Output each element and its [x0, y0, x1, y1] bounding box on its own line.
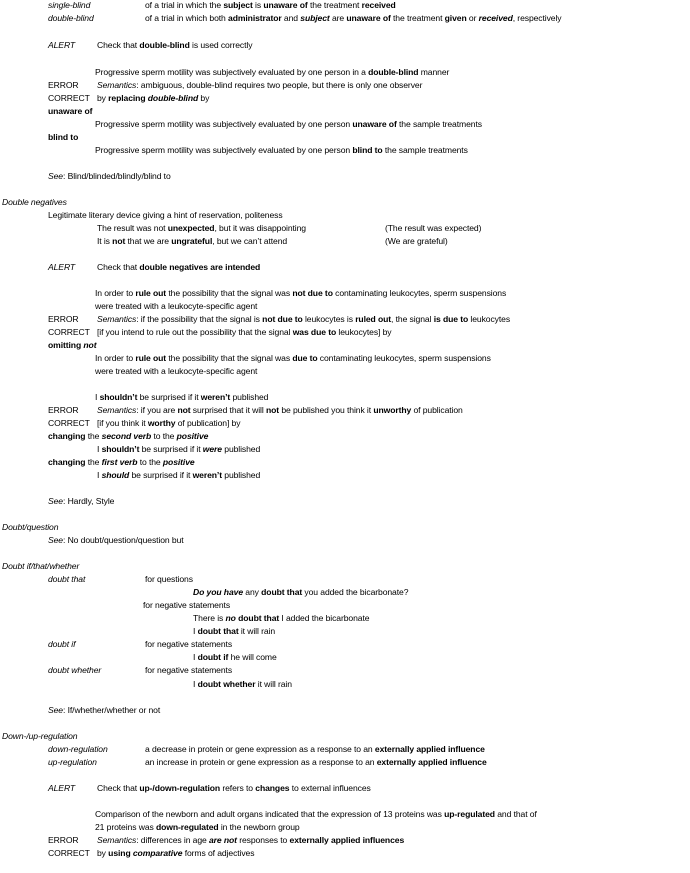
text-line: Comparison of the newborn and adult organs indicated that the expression of 13 proteins was up-regulated and that of: [95, 809, 537, 819]
text-line: by replacing double-blind by: [97, 93, 210, 103]
text-line: down-regulation: [48, 744, 108, 754]
text-line: Check that double negatives are intended: [97, 262, 261, 272]
text-line: Double negatives: [2, 197, 67, 207]
text-line: I shouldn’t be surprised if it weren’t published: [95, 392, 269, 402]
text-line: for negative statements: [145, 639, 233, 649]
text-line: doubt that: [48, 574, 86, 584]
text-line: for questions: [145, 574, 193, 584]
text-line: blind to: [48, 132, 79, 142]
text-line: I shouldn’t be surprised if it were published: [97, 444, 261, 454]
text-line: It is not that we are ungrateful, but we can’t attend: [97, 236, 288, 246]
text-line: were treated with a leukocyte-specific agent: [95, 301, 258, 311]
text-line: (We are grateful): [385, 236, 448, 246]
text-line: I doubt whether it will rain: [193, 679, 292, 689]
text-line: Semantics: if the possibility that the signal is not due to leukocytes is ruled out, the signal is due to leukocytes: [97, 314, 511, 324]
text-line: I should be surprised if it weren’t published: [97, 470, 261, 480]
text-line: Semantics: if you are not surprised that it will not be published you think it unworthy of publication: [97, 405, 463, 415]
text-line: CORRECT: [48, 327, 90, 337]
text-line: Progressive sperm motility was subjectively evaluated by one person unaware of the sample treatments: [95, 119, 482, 129]
text-line: I doubt that it will rain: [193, 626, 276, 636]
text-line: 21 proteins was down-regulated in the newborn group: [95, 822, 300, 832]
text-line: for negative statements: [145, 665, 233, 675]
text-line: changing the second verb to the positive: [48, 431, 209, 441]
text-line: In order to rule out the possibility that the signal was due to contaminating leukocytes, sperm suspensions: [95, 353, 491, 363]
text-line: single-blind: [48, 0, 91, 10]
text-line: ERROR: [48, 80, 79, 90]
text-line: an increase in protein or gene expression as a response to an externally applied influence: [145, 757, 487, 767]
text-line: Down-/up-regulation: [2, 731, 78, 741]
text-line: ERROR: [48, 405, 79, 415]
text-line: See: Blind/blinded/blindly/blind to: [48, 171, 171, 181]
text-line: omitting not: [48, 340, 97, 350]
text-line: [if you think it worthy of publication] by: [97, 418, 241, 428]
text-line: double-blind: [48, 13, 94, 23]
text-line: Progressive sperm motility was subjectively evaluated by one person in a double-blind manner: [95, 67, 450, 77]
text-line: ALERT: [48, 783, 76, 793]
text-line: CORRECT: [48, 418, 90, 428]
text-line: See: No doubt/question/question but: [48, 535, 184, 545]
text-line: Semantics: ambiguous, double-blind requires two people, but there is only one observer: [97, 80, 423, 90]
text-line: There is no doubt that I added the bicarbonate: [193, 613, 370, 623]
text-line: by using comparative forms of adjectives: [97, 848, 255, 858]
text-line: doubt if: [48, 639, 76, 649]
text-line: of a trial in which the subject is unaware of the treatment received: [145, 0, 396, 10]
text-line: Check that up-/down-regulation refers to changes to external influences: [97, 783, 371, 793]
text-line: In order to rule out the possibility that the signal was not due to contaminating leukocytes, sperm suspensions: [95, 288, 507, 298]
text-line: ERROR: [48, 835, 79, 845]
text-line: [if you intend to rule out the possibility that the signal was due to leukocytes] by: [97, 327, 392, 337]
text-line: CORRECT: [48, 848, 90, 858]
text-line: ERROR: [48, 314, 79, 324]
text-line: Semantics: differences in age are not responses to externally applied influences: [97, 835, 405, 845]
text-line: See: If/whether/whether or not: [48, 705, 161, 715]
text-line: a decrease in protein or gene expression as a response to an externally applied influence: [145, 744, 485, 754]
text-line: ALERT: [48, 262, 76, 272]
text-line: unaware of: [48, 106, 93, 116]
text-line: Check that double-blind is used correctly: [97, 40, 253, 50]
text-line: See: Hardly, Style: [48, 496, 115, 506]
text-line: CORRECT: [48, 93, 90, 103]
text-line: Doubt/question: [2, 522, 59, 532]
text-line: ALERT: [48, 40, 76, 50]
text-line: Progressive sperm motility was subjectively evaluated by one person blind to the sample treatments: [95, 145, 468, 155]
text-line: Legitimate literary device giving a hint of reservation, politeness: [48, 210, 283, 220]
text-line: (The result was expected): [385, 223, 482, 233]
text-line: up-regulation: [48, 757, 97, 767]
text-line: changing the first verb to the positive: [48, 457, 195, 467]
text-line: of a trial in which both administrator and subject are unaware of the treatment given or received, respectively: [145, 13, 562, 23]
text-line: doubt whether: [48, 665, 102, 675]
text-line: for negative statements: [143, 600, 231, 610]
text-line: I doubt if he will come: [193, 652, 277, 662]
text-line: Doubt if/that/whether: [2, 561, 80, 571]
text-line: were treated with a leukocyte-specific agent: [95, 366, 258, 376]
text-line: The result was not unexpected, but it was disappointing: [97, 223, 306, 233]
text-line: Do you have any doubt that you added the bicarbonate?: [193, 587, 409, 597]
